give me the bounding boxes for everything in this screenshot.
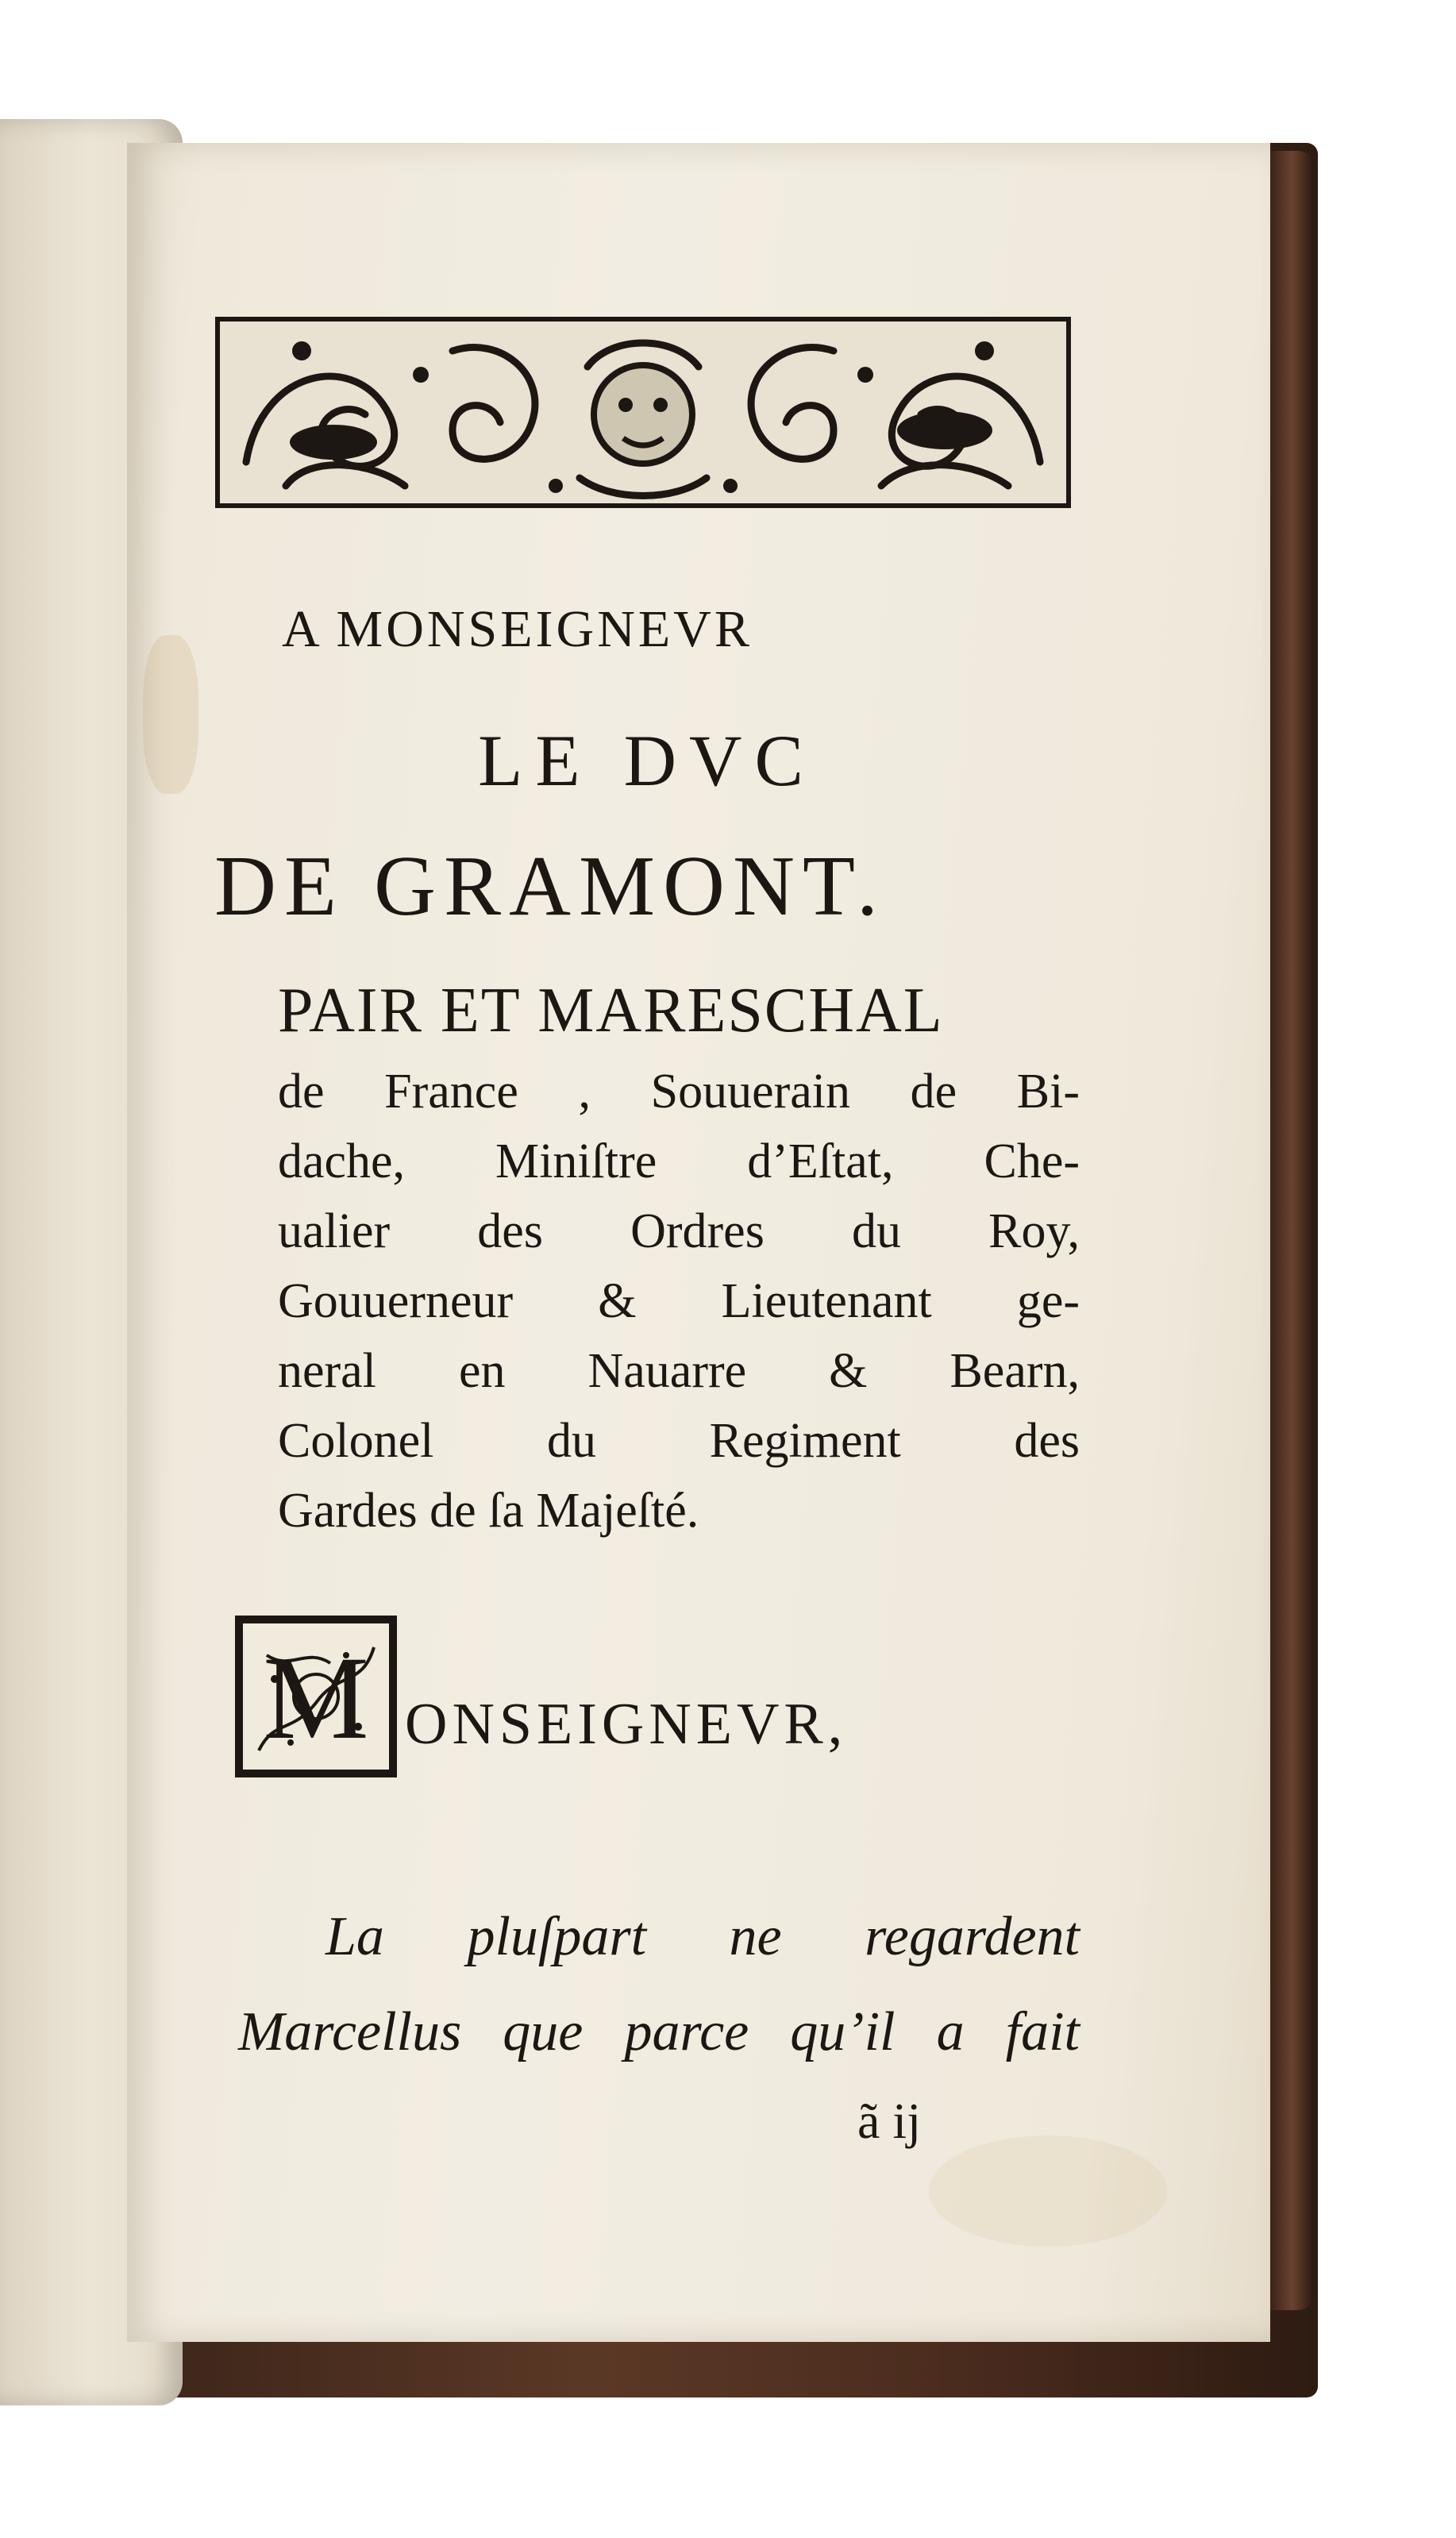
floral-ornament-headpiece-icon (214, 303, 1072, 522)
signature-mark: ã ij (857, 2093, 921, 2149)
title-line: Gardes de ſa Majeſté. (278, 1484, 699, 1538)
dedication-name: DE GRAMONT. (214, 839, 886, 934)
title-line: de France , Souuerain de Bi- (278, 1065, 1080, 1119)
dedication-line-2: LE DVC (478, 720, 816, 801)
decorated-initial-ornament-icon (235, 1616, 397, 1777)
cover-edge (1270, 151, 1314, 2310)
dedication-line-1: A MONSEIGNEVR (282, 600, 753, 658)
title-line: Colonel du Regiment des (278, 1414, 1080, 1468)
salutation: ONSEIGNEVR, (405, 1692, 848, 1757)
body-line: Marcellus que parce qu’il a fait (238, 2001, 1080, 2062)
title-line: dache, Miniſtre d’Eſtat, Che- (278, 1134, 1080, 1188)
title-line: neral en Nauarre & Bearn, (278, 1344, 1080, 1398)
title-line: ualier des Ordres du Roy, (278, 1204, 1080, 1258)
dedication-line-4: PAIR ET MARESCHAL (278, 976, 944, 1046)
title-line: Gouuerneur & Lieutenant ge- (278, 1274, 1080, 1328)
page-stain (929, 2136, 1167, 2247)
page-stain (143, 635, 198, 794)
initial-letter: M (263, 1632, 369, 1764)
body-line: La pluſpart ne regardent (325, 1906, 1080, 1967)
